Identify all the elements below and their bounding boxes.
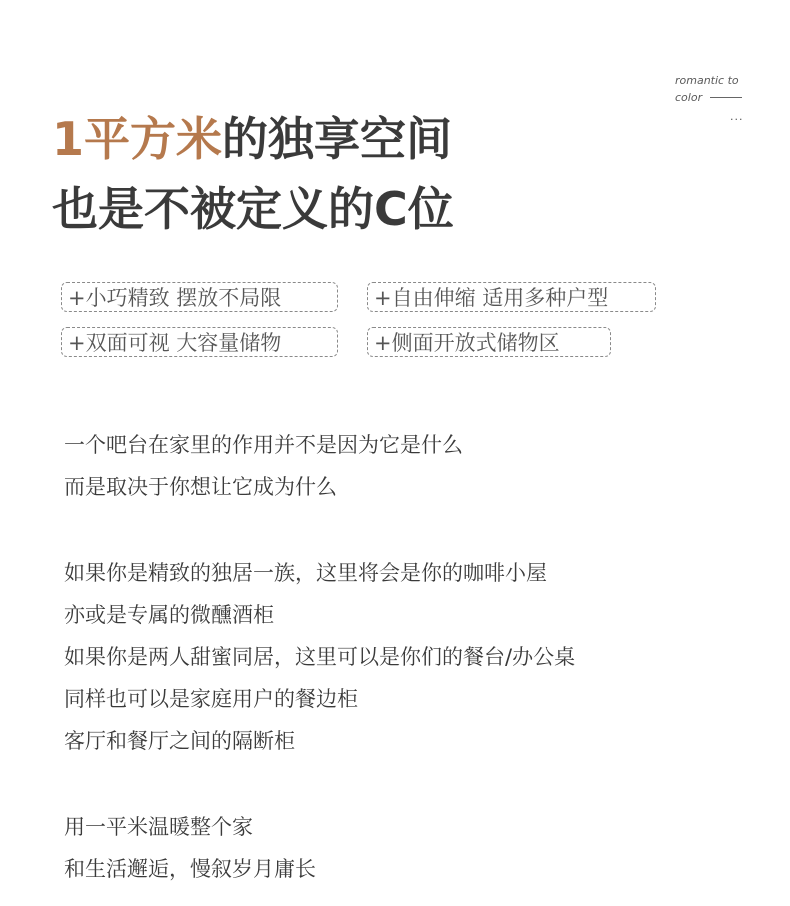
- headline-line2: 也是不被定义的C位: [52, 182, 454, 236]
- body-line: 和生活邂逅，慢叙岁月庸长: [64, 857, 316, 881]
- body-line: 同样也可以是家庭用户的餐边柜: [64, 687, 358, 711]
- brand-tagline-line2-row: [675, 89, 765, 106]
- headline-accent: 1平方米: [52, 112, 223, 166]
- brand-rule-divider: [710, 97, 742, 98]
- body-line: 亦或是专属的微醺酒柜: [64, 603, 274, 627]
- brand-tagline-line1: romantic to: [675, 74, 739, 87]
- body-line: 如果你是精致的独居一族，这里将会是你的咖啡小屋: [64, 561, 547, 585]
- feature-tag: +自由伸缩 适用多种户型: [367, 282, 656, 312]
- headline-line1: [52, 104, 454, 174]
- ellipsis-icon: ...: [730, 110, 744, 123]
- feature-tag: +双面可视 大容量储物: [61, 327, 338, 357]
- body-line: 而是取决于你想让它成为什么: [64, 475, 337, 499]
- body-line: 一个吧台在家里的作用并不是因为它是什么: [64, 433, 463, 457]
- headline-line1-rest: 的独享空间: [222, 112, 453, 166]
- body-line: 如果你是两人甜蜜同居，这里可以是你们的餐台/办公桌: [64, 645, 576, 669]
- headline: [52, 104, 454, 244]
- feature-tag: +侧面开放式储物区: [367, 327, 611, 357]
- brand-tagline-line2: color: [675, 91, 703, 104]
- body-copy: [64, 424, 754, 890]
- body-line: 客厅和餐厅之间的隔断柜: [64, 729, 295, 753]
- feature-tag: +小巧精致 摆放不局限: [61, 282, 338, 312]
- body-line: 用一平米温暖整个家: [64, 815, 253, 839]
- brand-tagline: [675, 72, 765, 123]
